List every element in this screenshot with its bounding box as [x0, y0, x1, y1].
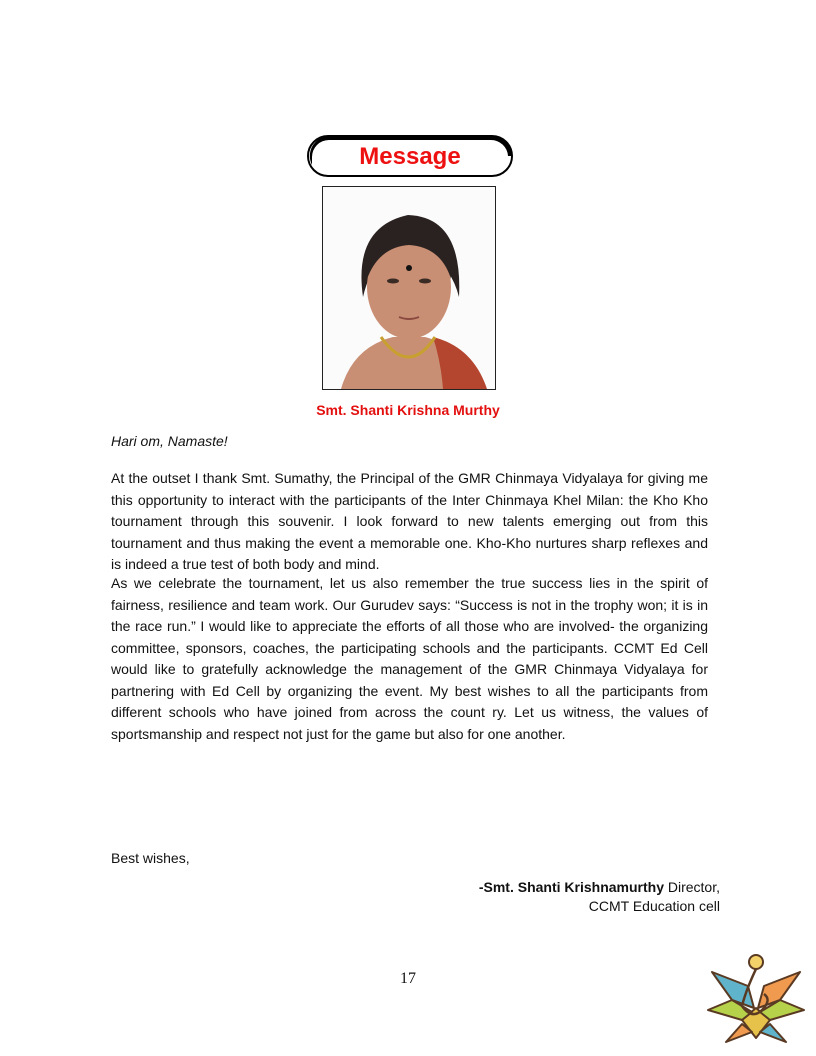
- person-name: Smt. Shanti Krishna Murthy: [316, 402, 500, 418]
- signature-name: -Smt. Shanti Krishnamurthy: [478, 879, 664, 895]
- signature-title: Director,: [667, 879, 720, 895]
- signature-block: [479, 878, 720, 916]
- page-number: 17: [400, 970, 416, 987]
- message-banner: [307, 135, 513, 177]
- paragraph-1: At the outset I thank Smt. Sumathy, the Principal of the GMR Chinmaya Vidyalaya for giving me this opportunity to interact with the participants of the Inter Chinmaya Khel Milan: the Kho Kho tournament through this souvenir. I look forward to new talents emerging out from this tournament and thus making the event a memorable one. Kho-Kho nurtures sharp reflexes and is indeed a true test of both body and mind.: [111, 470, 708, 572]
- paragraph-2: As we celebrate the tournament, let us also remember the true success lies in the spirit of fairness, resilience and team work. Our Gurudev says: “Success is not in the trophy won; it is in the race run.” I would like to appreciate the efforts of all those who are involved- the organizing committee, sponsors, coaches, the participating schools and the participants. CCMT Ed Cell would like to gratefully acknowledge the management of the GMR Chinmaya Vidyalaya for partnering with Ed Cell by organizing the event. My best wishes to all the participants from different schools who have joined from across the count ry. Let us witness, the values of sportsmanship and respect not just for the game but also for one another.: [111, 575, 708, 742]
- portrait-icon: [323, 187, 495, 389]
- chinmaya-lotus-om-logo-icon: [702, 950, 810, 1046]
- greeting: Hari om, Namaste!: [111, 433, 228, 449]
- banner-title: Message: [359, 143, 461, 170]
- portrait-photo: [322, 186, 496, 390]
- closing: Best wishes,: [111, 850, 190, 866]
- signature-org: CCMT Education cell: [588, 898, 720, 914]
